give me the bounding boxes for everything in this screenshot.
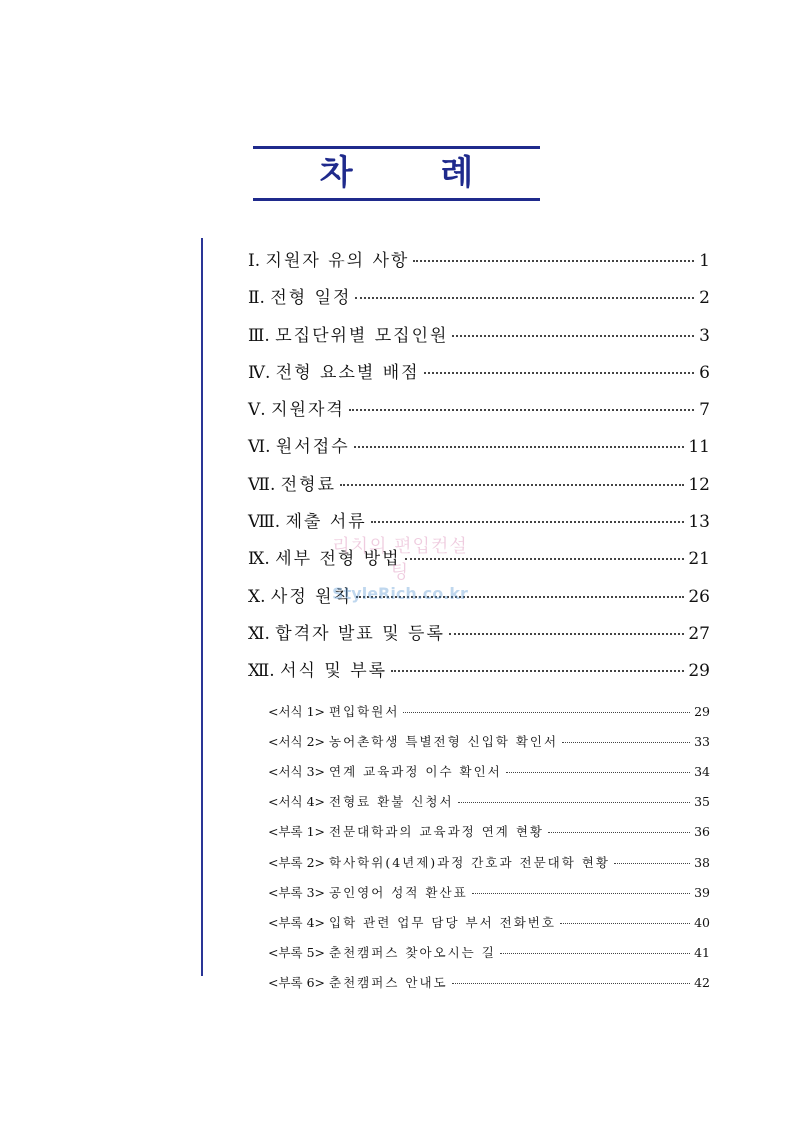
toc-entry-page: 11 xyxy=(688,437,710,458)
toc-sub-entry-7[interactable] xyxy=(248,883,710,913)
sub-entry-tag: <서식 3> xyxy=(268,763,326,779)
toc-sub-entry-9[interactable] xyxy=(248,943,710,973)
toc-entry-5[interactable] xyxy=(248,395,710,432)
dot-leader xyxy=(560,923,690,924)
dot-leader xyxy=(356,596,684,598)
title-bottom-rule xyxy=(253,198,540,201)
toc-entry-number: Ⅺ. xyxy=(248,623,270,644)
sub-entry-label: 전문대학과의 교육과정 연계 현황 xyxy=(329,824,544,840)
sub-entry-label: 전형료 환불 신청서 xyxy=(329,794,454,810)
sub-entry-label: 춘천캠퍼스 안내도 xyxy=(329,975,448,991)
watermark-line-2: StyleRich.co.kr xyxy=(332,584,468,603)
sub-entry-page: 35 xyxy=(694,794,710,810)
toc-entry-label: 지원자 유의 사항 xyxy=(265,251,410,271)
dot-leader xyxy=(403,712,690,713)
side-vertical-rule xyxy=(201,238,203,976)
toc-entry-number: Ⅸ. xyxy=(248,549,270,570)
toc-entry-number: Ⅵ. xyxy=(248,437,271,458)
sub-entry-tag: <서식 1> xyxy=(268,703,326,719)
toc-sub-entry-6[interactable] xyxy=(248,853,710,883)
toc-entry-page: 1 xyxy=(699,251,710,271)
toc-sub-entry-5[interactable] xyxy=(248,822,710,852)
toc-entry-number: Ⅳ. xyxy=(248,362,271,383)
sub-list-gap xyxy=(248,694,710,702)
sub-entry-label: 입학 관련 업무 담당 부서 전화번호 xyxy=(329,914,556,930)
toc-entry-page: 21 xyxy=(688,549,710,570)
dot-leader xyxy=(349,409,694,411)
toc-entry-label: 합격자 발표 및 등록 xyxy=(275,623,445,644)
toc-entry-label: 제출 서류 xyxy=(285,512,367,533)
toc-entry-page: 6 xyxy=(699,362,710,383)
sub-entry-page: 39 xyxy=(694,884,710,900)
sub-entry-label: 춘천캠퍼스 찾아오시는 길 xyxy=(329,945,496,961)
dot-leader xyxy=(500,953,690,954)
toc-entry-number: Ⅻ. xyxy=(248,661,275,682)
dot-leader xyxy=(340,484,684,486)
dot-leader xyxy=(562,742,690,743)
toc-entry-label: 세부 전형 방법 xyxy=(275,549,401,570)
sub-entry-tag: <부록 6> xyxy=(268,975,326,991)
dot-leader xyxy=(458,802,691,803)
toc-entry-number: Ⅷ. xyxy=(248,512,281,533)
toc-entry-6[interactable] xyxy=(248,432,710,469)
dot-leader xyxy=(371,521,685,523)
toc-title-block xyxy=(253,146,540,201)
toc-entry-label: 지원자격 xyxy=(271,400,345,421)
dot-leader xyxy=(452,983,691,984)
dot-leader xyxy=(424,372,694,374)
toc-entry-8[interactable] xyxy=(248,507,710,544)
sub-entry-page: 33 xyxy=(694,733,710,749)
dot-leader xyxy=(548,832,690,833)
watermark-line-1: 리치의 편입컨설팅 xyxy=(332,536,468,583)
toc-entry-12[interactable] xyxy=(248,656,710,693)
sub-entry-page: 36 xyxy=(694,824,710,840)
toc-entry-2[interactable] xyxy=(248,283,710,320)
toc-sub-entry-3[interactable] xyxy=(248,762,710,792)
sub-entry-label: 편입학원서 xyxy=(329,703,400,719)
sub-entry-label: 학사학위(4년제)과정 간호과 전문대학 현황 xyxy=(329,854,610,870)
page-title: 차 례 xyxy=(319,153,512,193)
toc-sub-entry-8[interactable] xyxy=(248,913,710,943)
toc-entry-number: Ⅶ. xyxy=(248,474,276,495)
toc-entry-page: 27 xyxy=(688,623,710,644)
sub-entry-label: 공인영어 성적 환산표 xyxy=(329,884,468,900)
toc-entry-10[interactable] xyxy=(248,582,710,619)
toc-entry-11[interactable] xyxy=(248,619,710,656)
toc-entry-label: 전형료 xyxy=(280,474,337,495)
sub-entry-page: 40 xyxy=(694,914,710,930)
toc-entry-number: Ⅴ. xyxy=(248,400,266,421)
toc-entry-label: 전형 요소별 배점 xyxy=(275,362,420,383)
toc-entry-9[interactable] xyxy=(248,544,710,581)
sub-entry-tag: <부록 5> xyxy=(268,945,326,961)
sub-entry-page: 34 xyxy=(694,763,710,779)
toc-entry-number: Ⅰ. xyxy=(248,251,261,271)
toc-entry-page: 2 xyxy=(699,288,710,309)
toc-entry-page: 26 xyxy=(688,586,710,607)
toc-entry-label: 모집단위별 모집인원 xyxy=(275,325,449,346)
dot-leader xyxy=(405,558,685,560)
toc-sub-entry-2[interactable] xyxy=(248,732,710,762)
toc-entry-page: 7 xyxy=(699,400,710,421)
dot-leader xyxy=(452,335,694,337)
toc-sub-entry-4[interactable] xyxy=(248,792,710,822)
toc-entry-page: 29 xyxy=(688,661,710,682)
sub-entry-tag: <부록 2> xyxy=(268,854,326,870)
toc-entry-page: 13 xyxy=(688,512,710,533)
sub-entry-page: 38 xyxy=(694,854,710,870)
toc-entry-label: 전형 일정 xyxy=(270,288,352,309)
sub-entry-label: 농어촌학생 특별전형 신입학 확인서 xyxy=(329,733,559,749)
dot-leader xyxy=(614,863,690,864)
sub-entry-page: 29 xyxy=(694,703,710,719)
toc-entry-3[interactable] xyxy=(248,321,710,358)
dot-leader xyxy=(449,633,684,635)
sub-entry-tag: <부록 3> xyxy=(268,884,326,900)
sub-entry-page: 41 xyxy=(694,945,710,961)
sub-entry-tag: <서식 2> xyxy=(268,733,326,749)
toc-entry-number: Ⅹ. xyxy=(248,586,266,607)
sub-entry-label: 연계 교육과정 이수 확인서 xyxy=(329,763,502,779)
dot-leader xyxy=(472,893,690,894)
toc-entry-number: Ⅲ. xyxy=(248,325,270,346)
toc-entry-4[interactable] xyxy=(248,358,710,395)
dot-leader xyxy=(506,772,690,773)
sub-entry-tag: <부록 1> xyxy=(268,824,326,840)
toc-entry-label: 사정 원칙 xyxy=(270,586,353,607)
dot-leader xyxy=(413,260,694,262)
toc-entry-page: 12 xyxy=(688,474,710,495)
sub-entry-page: 42 xyxy=(694,975,710,991)
toc-entry-label: 원서접수 xyxy=(275,437,350,458)
sub-entry-tag: <서식 4> xyxy=(268,794,326,810)
sub-entry-tag: <부록 4> xyxy=(268,914,326,930)
toc-entry-number: Ⅱ. xyxy=(248,288,265,309)
toc-entry-page: 3 xyxy=(699,325,710,346)
dot-leader xyxy=(354,446,685,448)
toc-sub-entry-1[interactable] xyxy=(248,702,710,732)
toc-sub-entry-10[interactable] xyxy=(248,973,710,1003)
dot-leader xyxy=(355,297,694,299)
toc-entry-1[interactable] xyxy=(248,246,710,283)
toc-entry-label: 서식 및 부록 xyxy=(280,661,388,682)
toc-entry-7[interactable] xyxy=(248,470,710,507)
dot-leader xyxy=(391,670,684,672)
table-of-contents xyxy=(248,246,710,1003)
